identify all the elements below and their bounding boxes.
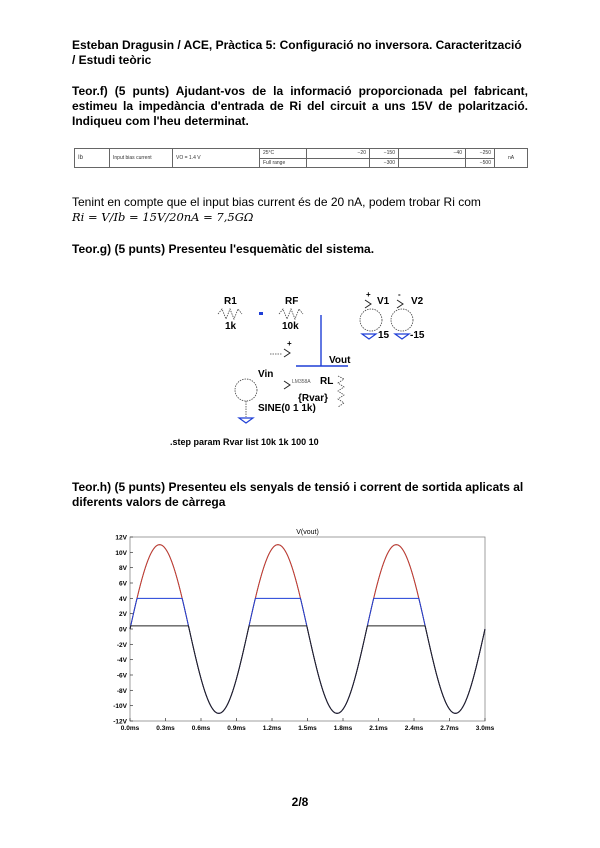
y-tick-label: -6V xyxy=(116,672,127,680)
document-header xyxy=(72,38,528,68)
rl-label: RL xyxy=(320,376,334,387)
series-line-rvar-10 xyxy=(130,626,485,713)
spec-min xyxy=(307,158,370,168)
teor-h-heading: Teor.h) (5 punts) Presenteu els senyals de tensió i corrent de sortida aplicats al diferents valors de càrrega xyxy=(72,480,524,509)
rf-value: 10k xyxy=(282,321,299,332)
v2-minus-sign: - xyxy=(398,290,401,299)
spec-max2: −500 xyxy=(466,158,495,168)
teor-f-formula: Ri = V/Ib = 15V/20nA = 7,5GΩ xyxy=(72,210,254,224)
y-tick-label: 2V xyxy=(119,611,127,619)
node-dot xyxy=(259,312,263,315)
x-tick-label: 0.9ms xyxy=(227,725,246,732)
vout-label: Vout xyxy=(329,355,351,366)
spec-temp: Full range xyxy=(260,158,307,168)
rf-label: RF xyxy=(285,296,299,307)
x-tick-label: 1.5ms xyxy=(298,725,317,732)
x-tick-label: 0.0ms xyxy=(120,725,140,732)
spec-max: −300 xyxy=(370,158,399,168)
spec-condition: VO = 1.4 V xyxy=(173,149,260,168)
v1-value: 15 xyxy=(378,330,390,341)
spec-temp: 25°C xyxy=(260,149,307,159)
sine-source-value: SINE(0 1 1k) xyxy=(258,403,316,414)
y-tick-label: -8V xyxy=(116,687,127,695)
page-number: 2/8 xyxy=(291,795,309,809)
x-tick-label: 2.7ms xyxy=(440,725,459,732)
v2-label: V2 xyxy=(411,296,424,307)
y-tick-label: 10V xyxy=(115,549,127,557)
spec-max2: −250 xyxy=(466,149,495,159)
r1-resistor-symbol xyxy=(218,309,242,319)
v1-arrow xyxy=(365,300,371,308)
header-line-2: / Estudi teòric xyxy=(72,53,152,67)
header-line-1: Esteban Dragusin / ACE, Pràctica 5: Configuració no inversora. Caracterització xyxy=(72,38,522,52)
opamp-plus-sign: + xyxy=(287,339,292,348)
y-tick-label: 6V xyxy=(119,580,127,588)
v2-arrow xyxy=(397,300,403,308)
y-tick-label: 0V xyxy=(119,626,127,634)
opamp-input-arrow xyxy=(284,381,290,389)
vin-source-symbol xyxy=(235,379,257,401)
teor-f-body-text: Tenint en compte que el input bias current és de 20 nA, podem trobar Ri com xyxy=(72,195,481,209)
ground-icon xyxy=(395,334,409,339)
spec-unit: nA xyxy=(495,149,528,168)
x-tick-label: 0.6ms xyxy=(191,725,211,732)
r1-value: 1k xyxy=(225,321,237,332)
opamp-supply-arrow xyxy=(284,349,290,357)
teor-f-heading: Teor.f) (5 punts) Ajudant-vos de la informació proporcionada pel fabricant, estimeu la impedància d'entrada de Ri del circuit a uns 15V de polarització. Indiqueu com l'heu determinat. xyxy=(72,84,528,128)
v1-source-symbol xyxy=(360,309,382,331)
spec-min2: −40 xyxy=(399,149,466,159)
x-tick-label: 1.2ms xyxy=(262,725,282,732)
y-tick-label: -12V xyxy=(113,718,127,726)
step-directive: .step param Rvar list 10k 1k 100 10 xyxy=(170,437,319,447)
v2-value: -15 xyxy=(410,330,425,341)
x-tick-label: 2.4ms xyxy=(404,725,424,732)
rl-value: {Rvar} xyxy=(298,393,329,404)
spec-symbol: Ib xyxy=(75,149,110,168)
y-tick-label: -4V xyxy=(116,657,127,665)
vout-chart xyxy=(0,525,600,745)
bias-current-spec-table xyxy=(74,148,528,168)
vin-label: Vin xyxy=(258,369,274,380)
ground-icon xyxy=(239,418,253,423)
x-tick-label: 1.8ms xyxy=(333,725,353,732)
teor-g-heading: Teor.g) (5 punts) Presenteu l'esquemàtic del sistema. xyxy=(72,242,375,256)
y-tick-label: 4V xyxy=(119,595,127,603)
opamp-model-label: LM358A xyxy=(292,379,311,385)
y-tick-label: -10V xyxy=(113,703,127,711)
rf-resistor-symbol xyxy=(279,309,303,319)
spec-row-25c xyxy=(75,149,528,159)
v1-label: V1 xyxy=(377,296,390,307)
ground-icon xyxy=(362,334,376,339)
rl-resistor-symbol xyxy=(338,376,344,407)
chart-title: V(vout) xyxy=(296,529,319,536)
y-tick-label: 12V xyxy=(115,534,127,542)
r1-label: R1 xyxy=(224,296,237,307)
v1-plus-sign: + xyxy=(366,290,371,299)
circuit-schematic xyxy=(0,282,600,452)
spec-max: −150 xyxy=(370,149,399,159)
y-tick-label: -2V xyxy=(116,641,127,649)
x-tick-label: 3.0ms xyxy=(475,725,495,732)
y-tick-label: 8V xyxy=(119,565,127,573)
spec-parameter: Input bias current xyxy=(110,149,173,168)
teor-f-body xyxy=(72,195,528,225)
x-tick-label: 2.1ms xyxy=(369,725,388,732)
spec-min2 xyxy=(399,158,466,168)
v2-source-symbol xyxy=(391,309,413,331)
x-tick-label: 0.3ms xyxy=(156,725,175,732)
spec-min: −20 xyxy=(307,149,370,159)
